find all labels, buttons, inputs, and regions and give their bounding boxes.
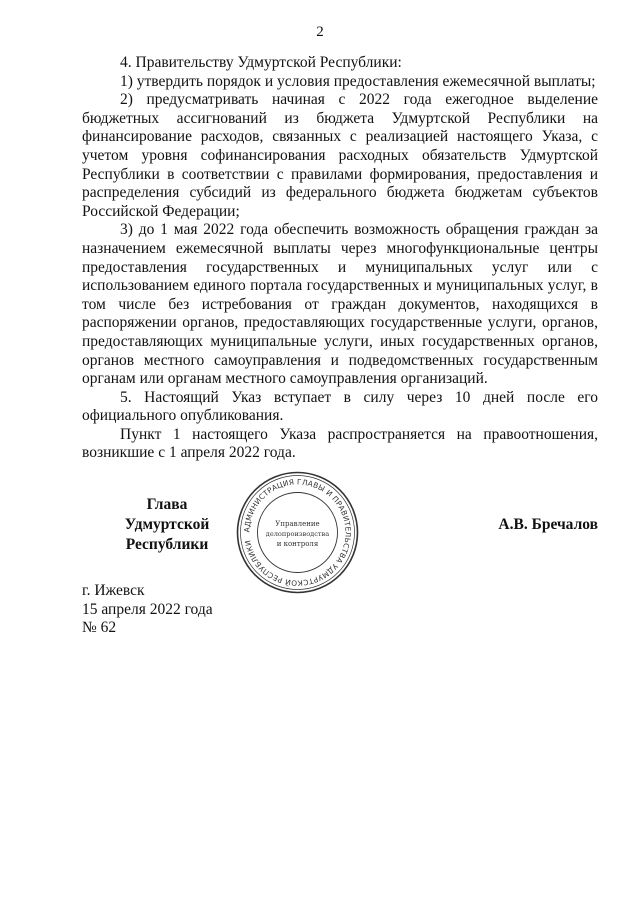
signatory-name: А.В. Бречалов xyxy=(498,516,598,533)
paragraph-item-4: 4. Правительству Удмуртской Республики: xyxy=(120,54,402,71)
paragraph-applicability: Пункт 1 настоящего Указа распространяется на правоотношения, возникшие с 1 апреля 2022 года. xyxy=(82,425,598,462)
footer-number: № 62 xyxy=(82,619,117,637)
official-seal xyxy=(235,470,360,595)
signatory-title xyxy=(82,495,252,555)
decree-body xyxy=(82,54,598,463)
signatory-title-line2: Удмуртской Республики xyxy=(124,516,210,553)
signatory-title-line1: Глава xyxy=(146,496,188,513)
seal-line2: делопроизводства xyxy=(265,530,330,538)
seal-line3: и контроля xyxy=(276,540,319,548)
paragraph-subitem-1: 1) утвердить порядок и условия предоставления ежемесячной выплаты; xyxy=(120,72,596,90)
paragraph-subitem-3: 3) до 1 мая 2022 года обеспечить возможность обращения граждан за назначением ежемесячной выплаты через многофункциональные центры предоставления государственных и муниципальных услуг или с использованием единого портала государственных и муниципальных услуг, в том числе без истребования от граждан документов, находящихся в распоряжении органов, предоставляющих государственные услуги, органов, предоставляющих муниципальные услуги, иных государственных органов, органов местного самоуправления и подведомственных государственным органам или органам местного самоуправления организаций. xyxy=(82,221,598,388)
footer-city: г. Ижевск xyxy=(82,582,145,599)
document-footer xyxy=(82,582,213,638)
paragraph-subitem-2: 2) предусматривать начиная с 2022 года ежегодное выделение бюджетных ассигнований из бюджета Удмуртской Республики на финансирование расходов, связанных с реализацией настоящего Указа, с учетом уровня софинансирования расходных обязательств Удмуртской Республики в соответствии с правилами формирования, предоставления и распределения субсидий из федерального бюджета бюджетам субъектов Российской Федерации; xyxy=(82,91,598,220)
page-number: 2 xyxy=(316,24,324,40)
paragraph-item-5: 5. Настоящий Указ вступает в силу через 10 дней после его официального опубликования. xyxy=(82,388,598,425)
footer-date: 15 апреля 2022 года xyxy=(82,600,213,618)
seal-ring-text: АДМИНИСТРАЦИЯ ГЛАВЫ И ПРАВИТЕЛЬСТВА УДМУРТСКОЙ РЕСПУБЛИКИ xyxy=(242,477,353,588)
seal-line1: Управление xyxy=(275,520,320,528)
